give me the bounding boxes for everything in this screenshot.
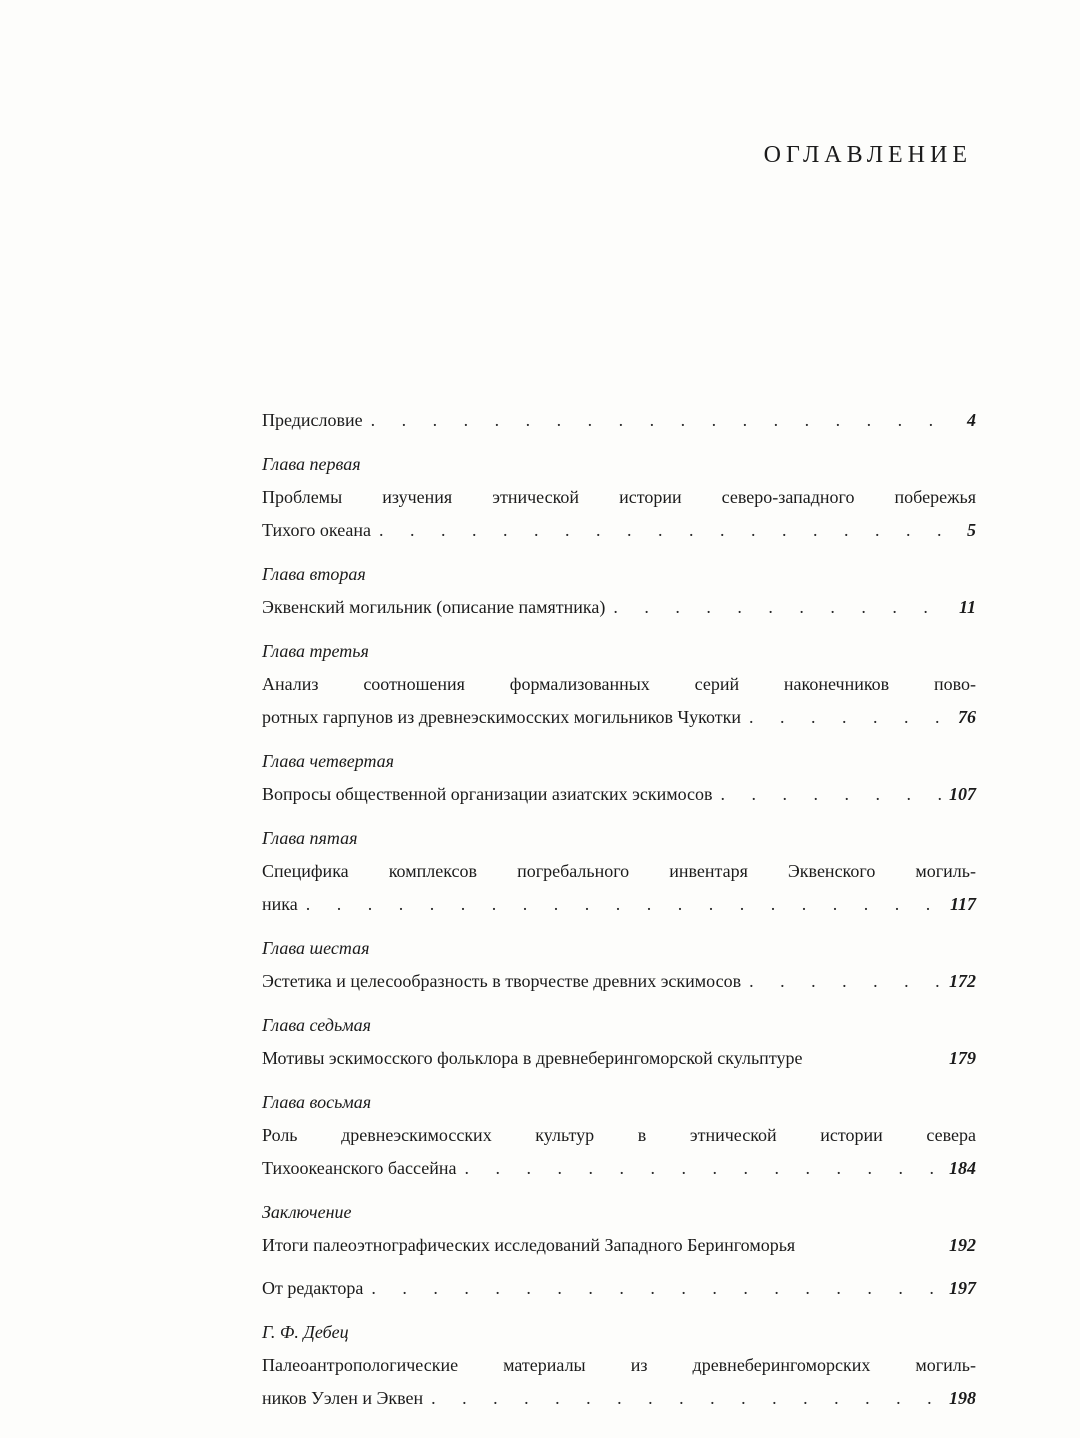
toc-line — [262, 1042, 976, 1075]
entry-title-line-1: Анализ соотношения формализованных серий наконечников пово- — [262, 674, 976, 694]
toc-line — [262, 404, 976, 437]
chapter-label: Глава пятая — [262, 828, 358, 848]
leader-dots — [371, 1272, 941, 1305]
leader-dots — [464, 1152, 941, 1185]
leader-dots — [306, 888, 942, 921]
entry-title-line-1: Проблемы изучения этнической истории северо-западного побережья — [262, 487, 976, 507]
toc-line — [262, 591, 976, 624]
toc-line — [262, 1229, 976, 1262]
toc-line — [262, 888, 976, 921]
entry-title-line-2: ротных гарпунов из древнеэскимосских могильников Чукотки — [262, 707, 742, 727]
page-number: 76 — [958, 707, 976, 727]
toc-line — [262, 1272, 976, 1305]
toc-entry-conclusion — [262, 1199, 976, 1262]
page-number: 197 — [949, 1278, 976, 1298]
toc-entry-chapter-7 — [262, 1012, 976, 1075]
entry-title-line-2: Тихого океана — [262, 520, 372, 540]
entry-title-line-2: ника — [262, 894, 298, 914]
toc-entry-chapter-8 — [262, 1089, 976, 1185]
toc-entry-editor — [262, 1272, 976, 1305]
chapter-label: Глава вторая — [262, 564, 366, 584]
leader-dots — [613, 591, 948, 624]
toc-line — [262, 701, 976, 734]
toc-line — [262, 778, 976, 811]
page-number: 11 — [958, 597, 976, 617]
entry-title: Мотивы эскимосского фольклора в древнеберингоморской скульптуре — [262, 1048, 803, 1068]
page-number: 198 — [949, 1388, 976, 1408]
toc-entry-chapter-6 — [262, 935, 976, 998]
leader-dots — [431, 1382, 941, 1415]
chapter-label: Глава четвертая — [262, 751, 395, 771]
leader-dots — [721, 778, 941, 811]
toc-line — [262, 855, 976, 888]
leader-dots — [749, 965, 941, 998]
chapter-label: Глава седьмая — [262, 1015, 371, 1035]
page-number: 4 — [967, 410, 976, 430]
toc-line — [262, 668, 976, 701]
toc-line — [262, 1349, 976, 1382]
entry-title: Вопросы общественной организации азиатских эскимосов — [262, 784, 713, 804]
toc-entry-chapter-2 — [262, 561, 976, 624]
table-of-contents — [262, 404, 976, 1415]
toc-line — [262, 481, 976, 514]
page-number: 5 — [967, 520, 976, 540]
entry-title-line-1: Специфика комплексов погребального инвентаря Эквенского могиль- — [262, 861, 976, 881]
toc-entry-chapter-1 — [262, 451, 976, 547]
entry-title: Эстетика и целесообразность в творчестве древних эскимосов — [262, 971, 742, 991]
entry-title-line-2: Тихоокеанского бассейна — [262, 1158, 457, 1178]
leader-dots — [749, 701, 948, 734]
page-number: 184 — [949, 1158, 976, 1178]
toc-line — [262, 1152, 976, 1185]
chapter-label: Заключение — [262, 1202, 352, 1222]
page-number: 117 — [949, 894, 976, 914]
page-number: 179 — [949, 1048, 976, 1068]
entry-title: От редактора — [262, 1278, 364, 1298]
chapter-label: Глава третья — [262, 641, 369, 661]
toc-line — [262, 514, 976, 547]
entry-title: Эквенский могильник (описание памятника) — [262, 597, 606, 617]
page-number: 172 — [949, 971, 976, 991]
toc-line — [262, 1119, 976, 1152]
leader-dots — [379, 514, 948, 547]
entry-title: Предисловие — [262, 410, 363, 430]
chapter-label: Глава первая — [262, 454, 361, 474]
toc-entry-debets — [262, 1319, 976, 1415]
entry-title-line-1: Роль древнеэскимосских культур в этнической истории севера — [262, 1125, 976, 1145]
page-number: 192 — [949, 1235, 976, 1255]
toc-entry-chapter-4 — [262, 748, 976, 811]
leader-dots — [371, 404, 948, 437]
page-title: ОГЛАВЛЕНИЕ — [763, 142, 972, 168]
toc-entry-chapter-5 — [262, 825, 976, 921]
author-label: Г. Ф. Дебец — [262, 1322, 349, 1342]
toc-line — [262, 965, 976, 998]
toc-entry-preface — [262, 404, 976, 437]
chapter-label: Глава восьмая — [262, 1092, 372, 1112]
entry-title: Итоги палеоэтнографических исследований Западного Берингоморья — [262, 1235, 796, 1255]
entry-title-line-1: Палеоантропологические материалы из древнеберингоморских могиль- — [262, 1355, 976, 1375]
page-number: 107 — [949, 784, 976, 804]
toc-line — [262, 1382, 976, 1415]
chapter-label: Глава шестая — [262, 938, 370, 958]
toc-entry-chapter-3 — [262, 638, 976, 734]
entry-title-line-2: ников Уэлен и Эквен — [262, 1388, 424, 1408]
